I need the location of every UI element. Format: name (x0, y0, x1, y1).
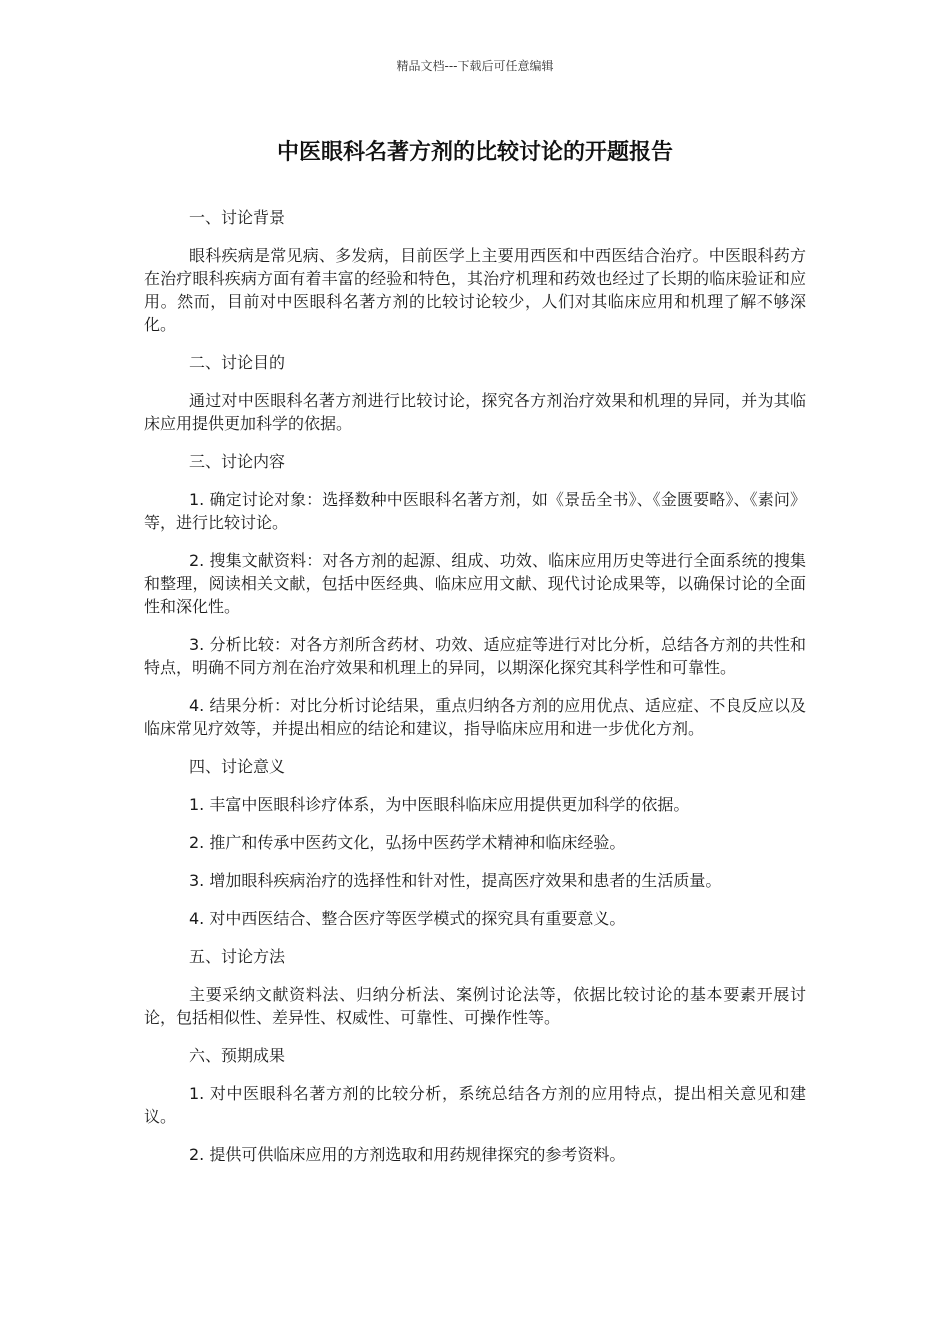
section-heading-content: 三、讨论内容 (189, 452, 286, 471)
list-item-content-2: 2. 搜集文献资料：对各方剂的起源、组成、功效、临床应用历史等进行全面系统的搜集和整理，阅读相关文献，包括中医经典、临床应用文献、现代讨论成果等，以确保讨论的全面性和深化性。 (144, 551, 806, 616)
paragraph-purpose: 通过对中医眼科名著方剂进行比较讨论，探究各方剂治疗效果和机理的异同，并为其临床应用提供更加科学的依据。 (144, 391, 806, 433)
section-heading-outcomes: 六、预期成果 (189, 1046, 286, 1065)
list-item-significance-1: 1. 丰富中医眼科诊疗体系，为中医眼科临床应用提供更加科学的依据。 (189, 795, 690, 814)
section-heading-purpose: 二、讨论目的 (189, 353, 286, 372)
list-item-content-1: 1. 确定讨论对象：选择数种中医眼科名著方剂，如《景岳全书》、《金匮要略》、《素问》等，进行比较讨论。 (144, 490, 806, 532)
header-watermark: 精品文档---下载后可任意编辑 (396, 59, 554, 73)
section-heading-background: 一、讨论背景 (189, 208, 286, 227)
list-item-outcomes-1: 1. 对中医眼科名著方剂的比较分析，系统总结各方剂的应用特点，提出相关意见和建议。 (144, 1084, 806, 1126)
document-title: 中医眼科名著方剂的比较讨论的开题报告 (276, 140, 673, 165)
list-item-significance-4: 4. 对中西医结合、整合医疗等医学模式的探究具有重要意义。 (189, 909, 626, 928)
paragraph-method: 主要采纳文献资料法、归纳分析法、案例讨论法等，依据比较讨论的基本要素开展讨论，包括相似性、差异性、权威性、可靠性、可操作性等。 (144, 985, 806, 1027)
list-item-outcomes-2: 2. 提供可供临床应用的方剂选取和用药规律探究的参考资料。 (189, 1145, 626, 1164)
list-item-significance-3: 3. 增加眼科疾病治疗的选择性和针对性，提高医疗效果和患者的生活质量。 (189, 871, 722, 890)
section-heading-method: 五、讨论方法 (189, 947, 286, 966)
list-item-significance-2: 2. 推广和传承中医药文化，弘扬中医药学术精神和临床经验。 (189, 833, 626, 852)
document-body (144, 206, 806, 1181)
list-item-content-3: 3. 分析比较：对各方剂所含药材、功效、适应症等进行对比分析，总结各方剂的共性和特点，明确不同方剂在治疗效果和机理上的异同，以期深化探究其科学性和可靠性。 (144, 635, 806, 677)
list-item-content-4: 4. 结果分析：对比分析讨论结果，重点归纳各方剂的应用优点、适应症、不良反应以及临床常见疗效等，并提出相应的结论和建议，指导临床应用和进一步优化方剂。 (144, 696, 806, 738)
section-heading-significance: 四、讨论意义 (189, 757, 286, 776)
paragraph-background: 眼科疾病是常见病、多发病，目前医学上主要用西医和中西医结合治疗。中医眼科药方在治疗眼科疾病方面有着丰富的经验和特色，其治疗机理和药效也经过了长期的临床验证和应用。然而，目前对中医眼科名著方剂的比较讨论较少，人们对其临床应用和机理了解不够深化。 (144, 246, 806, 334)
